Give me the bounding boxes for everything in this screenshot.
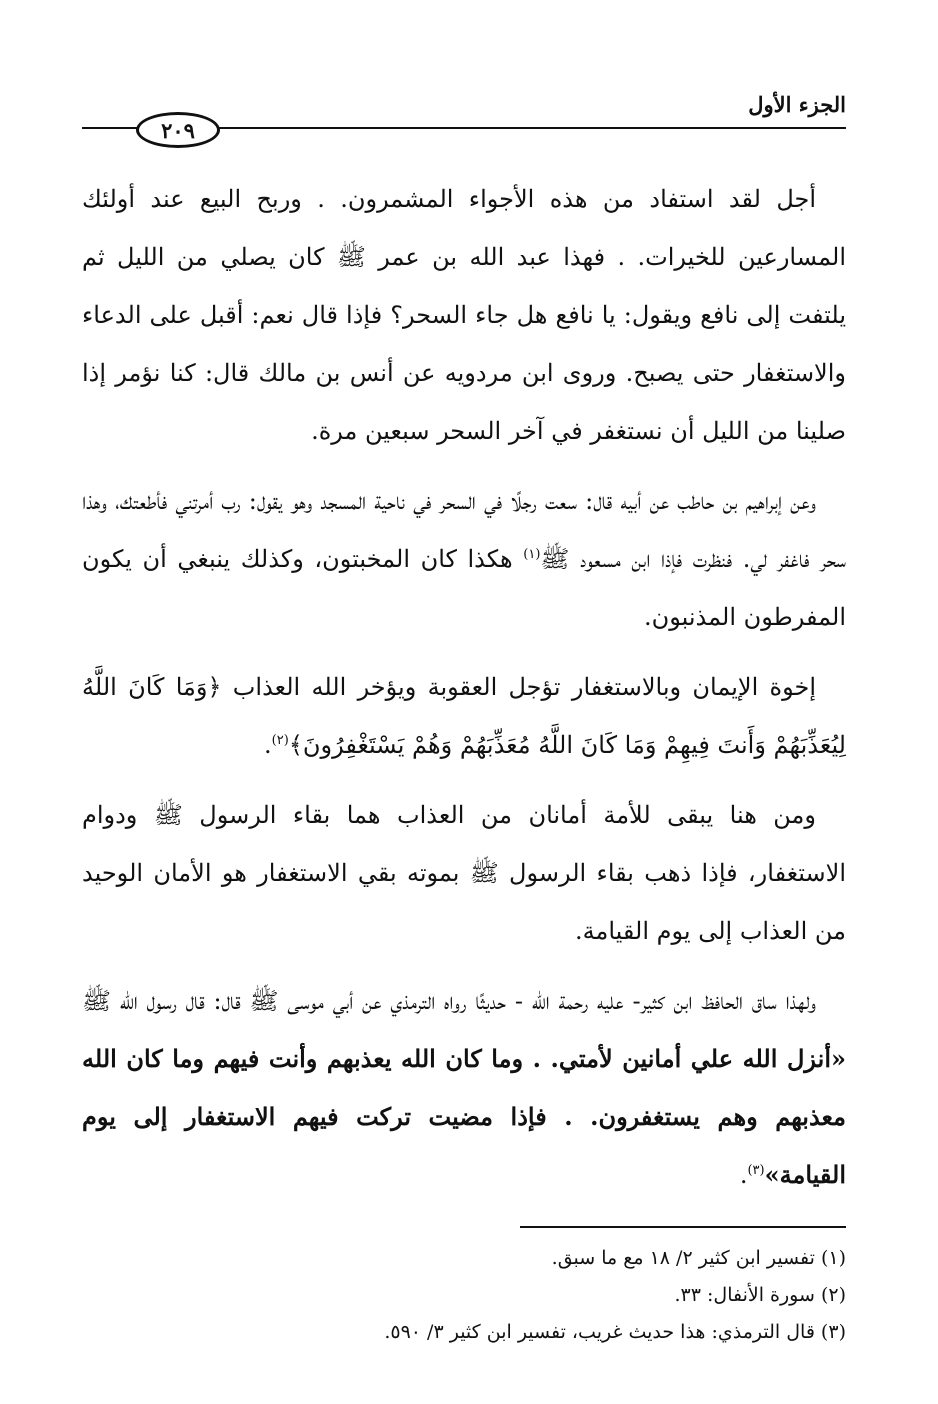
footnote-ref-2[interactable]: (٢) bbox=[271, 733, 289, 748]
footnote-3: (٣) قال الترمذي: هذا حديث غريب، تفسير ابن كثير ٣/ ٥٩٠. bbox=[384, 1321, 846, 1343]
main-text bbox=[82, 170, 846, 1216]
footnotes bbox=[82, 1240, 846, 1351]
paragraph-1 bbox=[82, 170, 846, 460]
page-number: ٢٠٩ bbox=[136, 112, 220, 148]
paragraph-5-text-plain: ولهذا ساق الحافظ ابن كثير- عليه رحمة الله - حديثًا رواه الترمذي عن أبي موسى ﷺ قال: قال رسول الله ﷺ bbox=[82, 987, 816, 1015]
paragraph-2 bbox=[82, 472, 846, 646]
hadith-quote: «أنزل الله علي أمانين لأمتي. . وما كان الله يعذبهم وأنت فيهم وما كان الله معذبهم وهم يستغفرون. . فإذا مضيت تركت فيهم الاستغفار إلى يوم القيامة» bbox=[82, 1044, 846, 1189]
running-header-title: الجزء الأول bbox=[748, 92, 846, 117]
paragraph-4-text: ومن هنا يبقى للأمة أمانان من العذاب هما بقاء الرسول ﷺ ودوام الاستغفار، فإذا ذهب بقاء الرسول ﷺ بموته بقي الاستغفار هو الأمان الوحيد من العذاب إلى يوم القيامة. bbox=[82, 801, 846, 945]
footnote-2: (٢) سورة الأنفال: ٣٣. bbox=[674, 1284, 846, 1306]
paragraph-5-text-end: . bbox=[739, 1161, 748, 1189]
paragraph-2-text-b: هكذا كان المخبتون، وكذلك ينبغي أن يكون المفرطون المذنبون. bbox=[82, 545, 846, 631]
paragraph-2-text-a: وعن إبراهيم بن حاطب عن أبيه قال: سعت رجلًا في السحر في ناحية المسجد وهو يقول: رب أمرتني فأطعتك، وهذا سحر فاغفر لي. فنظرت فإذا ابن مسعود ﷺ bbox=[82, 487, 846, 573]
footnote-ref-1[interactable]: (١) bbox=[523, 547, 541, 562]
paragraph-4 bbox=[82, 786, 846, 960]
footnote-ref-3[interactable]: (٣) bbox=[747, 1163, 765, 1178]
footnote-1: (١) تفسير ابن كثير ٢/ ١٨ مع ما سبق. bbox=[551, 1247, 846, 1269]
paragraph-3-text-a: إخوة الإيمان وبالاستغفار تؤجل العقوبة ويؤخر الله العذاب ﴿وَمَا كَانَ اللَّهُ لِيُعَذِّبَهُمْ وَأَنتَ فِيهِمْ وَمَا كَانَ اللَّهُ مُعَذِّبَهُمْ وَهُمْ يَسْتَغْفِرُونَ﴾ bbox=[82, 673, 846, 759]
footnote-rule bbox=[520, 1226, 846, 1228]
paragraph-1-text: أجل لقد استفاد من هذه الأجواء المشمرون. . وربح البيع عند أولئك المسارعين للخيرات. . فهذا عبد الله بن عمر ﷺ كان يصلي من الليل ثم يلتفت إلى نافع ويقول: يا نافع هل جاء السحر؟ فإذا قال نعم: أقبل على الدعاء والاستغفار حتى يصبح. وروى ابن مردويه عن أنس بن مالك قال: كنا نؤمر إذا صلينا من الليل أن نستغفر في آخر السحر سبعين مرة. bbox=[82, 185, 846, 445]
paragraph-5 bbox=[82, 972, 846, 1204]
paragraph-3-text-b: . bbox=[264, 731, 272, 759]
paragraph-3 bbox=[82, 658, 846, 774]
